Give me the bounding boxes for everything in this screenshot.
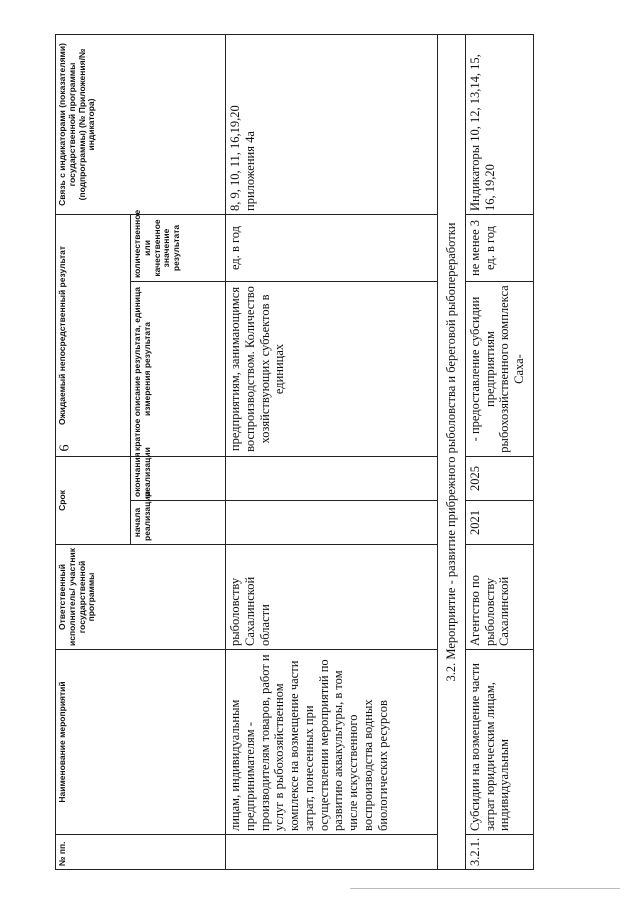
table-row-continued	[226, 34, 438, 869]
header-term-start: начала реализации	[131, 501, 226, 545]
header-result-desc: краткое описание результата, единица измерения результата	[131, 282, 226, 457]
header-term: Срок	[56, 457, 131, 545]
cell-indicators: 8, 9, 10, 11, 16,19,20 приложения 4а	[226, 34, 438, 214]
cell-num	[226, 835, 438, 870]
header-result: Ожидаемый непосредственный результат	[56, 214, 131, 456]
header-num: № пп.	[56, 835, 226, 870]
cell-value: ед. в год	[226, 214, 438, 281]
section-row	[438, 34, 466, 869]
cell-indicators: Индикаторы 10, 12, 13,14, 15, 16, 19,20	[465, 34, 533, 214]
cell-value: не менее 3 ед. в год	[465, 214, 533, 281]
cell-name: лицам, индивидуальным предпринимателям - производителям товаров, работ и услуг в рыбохозяйственном комплексе на возмещение части затрат, понесенных при осуществлении мероприятий по развитию аквакультуры, в том числе искусственного воспроизводства водных биологических ресурсов	[226, 650, 438, 835]
header-name: Наименование мероприятий	[56, 650, 226, 835]
table-row-321	[465, 34, 533, 869]
header-term-end: окончания реализации	[131, 457, 226, 501]
cell-start: 2021	[465, 501, 533, 545]
cell-executor: Агентство по рыболовству Сахалинской	[465, 545, 533, 650]
cell-desc: - предоставление субсидии предприятиям рыбохозяйственного комплекса Саха-	[465, 282, 533, 457]
cell-executor: рыболовству Сахалинской области	[226, 545, 438, 650]
cell-end: 2025	[465, 457, 533, 501]
header-executor: Ответственный исполнитель/ участник государственной программы	[56, 545, 226, 650]
cell-start	[226, 501, 438, 545]
cell-desc: предприятиям, занимающимся воспроизводством. Количество хозяйствующих субъектов в единицах	[226, 282, 438, 457]
rotated-table-wrapper	[55, 35, 532, 870]
header-indicators: Связь с индикаторами (показателями) государственной программы (подпрограммы) (№ Приложения/№ индикатора)	[56, 34, 226, 214]
page-number: 6	[57, 444, 73, 452]
cell-name: Субсидии на возмещение части затрат юридическим лицам, индивидуальным	[465, 650, 533, 835]
section-title: 3.2. Мероприятие - развитие прибрежного рыболовства и береговой рыбопереработки	[438, 34, 466, 869]
cell-end	[226, 457, 438, 501]
header-row-1	[56, 34, 131, 869]
measures-table	[55, 34, 534, 870]
cell-num: 3.2.1.	[465, 835, 533, 870]
scan-artifact-line	[350, 888, 620, 889]
header-result-value: количественное или качественное значение результата	[131, 214, 226, 281]
